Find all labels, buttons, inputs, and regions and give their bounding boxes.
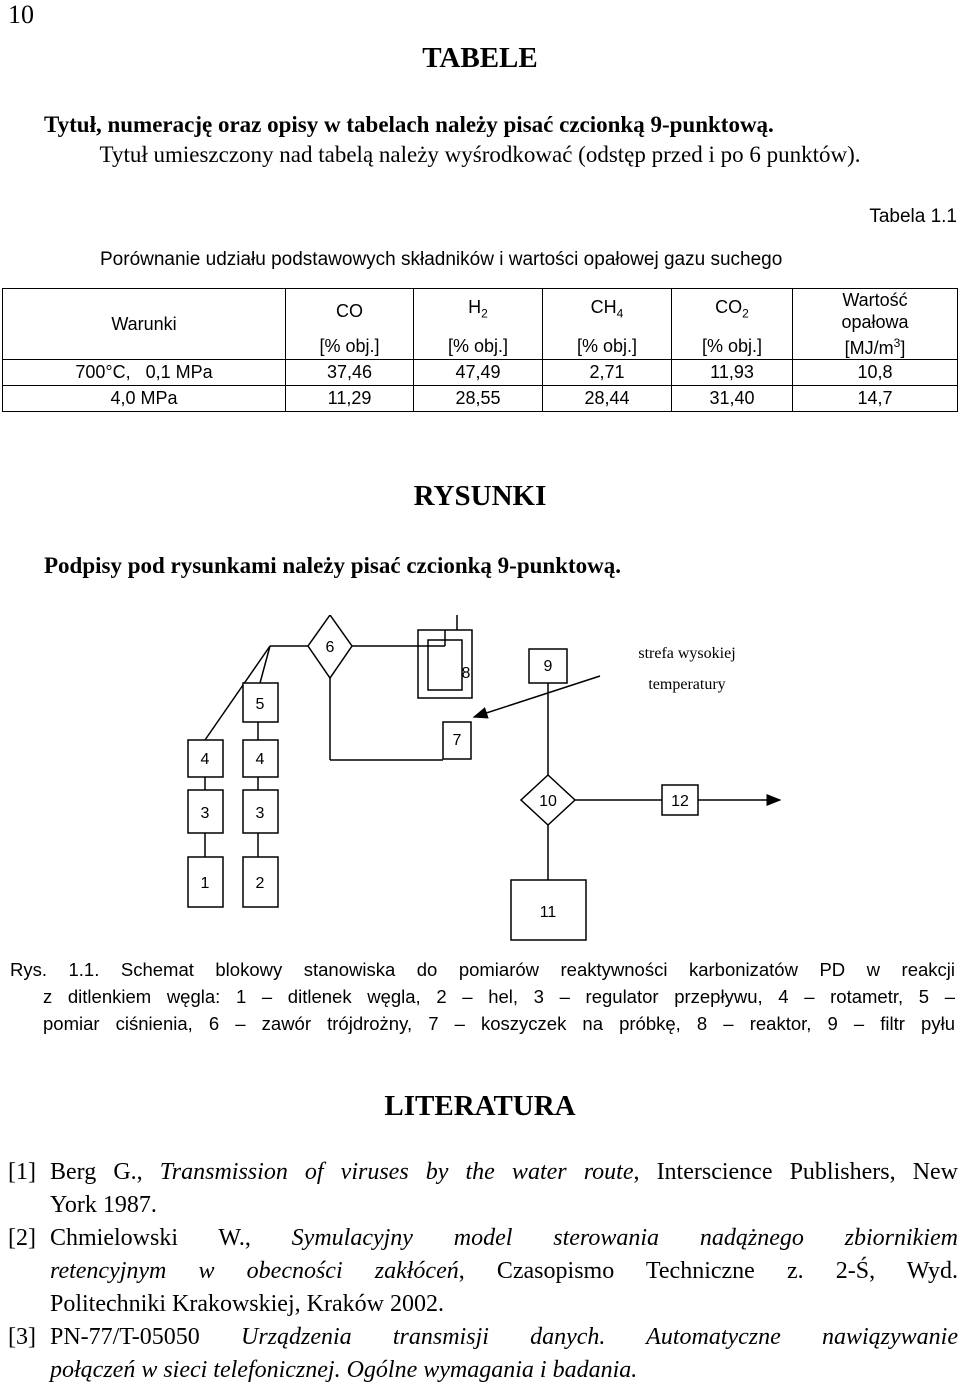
tables-rule-bold: Tytuł, numerację oraz opisy w tabelach należy pisać czcionką 9-punktową.: [44, 112, 774, 137]
label-4b: 4: [255, 751, 265, 768]
unit-co2: [% obj.]: [672, 333, 793, 360]
section-heading-literature: LITERATURA: [384, 1090, 576, 1122]
zone-label-line2: temperatury: [648, 676, 726, 693]
table-title: Porównanie udziału podstawowych składników i wartości opałowej gazu suchego: [100, 249, 783, 270]
cell-conditions: 4,0 MPa: [3, 386, 286, 412]
label-3b: 3: [255, 805, 265, 822]
label-10: 10: [539, 793, 557, 810]
figures-rule: Podpisy pod rysunkami należy pisać czcionką 9-punktową.: [44, 553, 622, 578]
label-8: 8: [461, 665, 471, 682]
reactor-inner: [428, 640, 462, 690]
caption-line: z ditlenkiem węgla: 1 – ditlenek węgla, 2 – hel, 3 – regulator przepływu, 4 – rotametr, 5 –: [43, 986, 955, 1007]
reference-item: [2] Chmielowski W., Symulacyjny model sterowania nadążnego zbiornikiem retencyjnym w obecności zakłóceń, Czasopismo Techniczne z. 2-Ś, Wyd. Politechniki Krakowskiej, Kraków 2002.: [8, 1222, 958, 1321]
label-7: 7: [452, 732, 462, 749]
header-co2: $CO_2$: [672, 289, 793, 334]
label-12: 12: [671, 793, 689, 810]
table-label: Tabela 1.1: [869, 206, 957, 227]
table-row: [3, 386, 958, 412]
reference-list: [8, 1156, 958, 1387]
label-1: 1: [200, 875, 210, 892]
cell-conditions: 700°C, 0,1 MPa: [3, 360, 286, 386]
tables-rule-plain: Tytuł umieszczony nad tabelą należy wyśrodkować (odstęp przed i po 6 punktów).: [99, 142, 861, 167]
unit-h2: [% obj.]: [414, 333, 543, 360]
reference-number: [2]: [8, 1225, 36, 1251]
cell-co2: 31,40: [672, 386, 793, 412]
caption-line: Rys. 1.1. Schemat blokowy stanowiska do pomiarów reaktywności karbonizatów PD w reakcji: [10, 959, 955, 980]
cell-co: 11,29: [286, 386, 414, 412]
label-9: 9: [543, 658, 553, 675]
table-row: [3, 360, 958, 386]
header-ch4: $CH_4$: [543, 289, 672, 334]
caption-line: pomiar ciśnienia, 6 – zawór trójdrożny, 7 – koszyczek na próbkę, 8 – reaktor, 9 – filtr pyłu: [43, 1013, 955, 1034]
cell-co2: 11,93: [672, 360, 793, 386]
zone-label-line1: strefa wysokiej: [638, 645, 736, 662]
label-4a: 4: [200, 751, 210, 768]
cell-h2: 47,49: [414, 360, 543, 386]
section-heading-tables: TABELE: [422, 42, 538, 74]
reference-item: [3] PN-77/T-05050 Urządzenia transmisji danych. Automatyczne nawiązywanie połączeń w sieci telefonicznej. Ogólne wymagania i badania.: [8, 1321, 958, 1387]
label-6: 6: [325, 639, 335, 656]
reference-number: [3]: [8, 1324, 36, 1350]
unit-value: $[MJ/m^3]$: [793, 333, 958, 360]
label-5: 5: [255, 696, 265, 713]
page-number: 10: [8, 0, 34, 29]
line-5-to-6: [260, 646, 270, 683]
cell-h2: 28,55: [414, 386, 543, 412]
unit-ch4: [% obj.]: [543, 333, 672, 360]
header-co: CO: [286, 289, 414, 334]
label-2: 2: [255, 875, 265, 892]
data-table: [2, 288, 958, 412]
figure-caption: [10, 956, 955, 1037]
cell-value: 14,7: [793, 386, 958, 412]
unit-co: [% obj.]: [286, 333, 414, 360]
cell-ch4: 28,44: [543, 386, 672, 412]
reference-number: [1]: [8, 1159, 36, 1185]
section-heading-figures: RYSUNKI: [413, 480, 547, 512]
header-h2: $H_2$: [414, 289, 543, 334]
cell-ch4: 2,71: [543, 360, 672, 386]
cell-value: 10,8: [793, 360, 958, 386]
reference-item: [1] Berg G., Transmission of viruses by the water route, Interscience Publishers, New York 1987.: [8, 1156, 958, 1222]
label-11: 11: [539, 904, 557, 921]
table-header-row: [3, 289, 958, 334]
block-diagram: [0, 615, 960, 945]
cell-co: 37,46: [286, 360, 414, 386]
header-conditions: Warunki: [3, 289, 286, 360]
header-calorific-value: Wartość opałowa: [793, 289, 958, 334]
label-3a: 3: [200, 805, 210, 822]
